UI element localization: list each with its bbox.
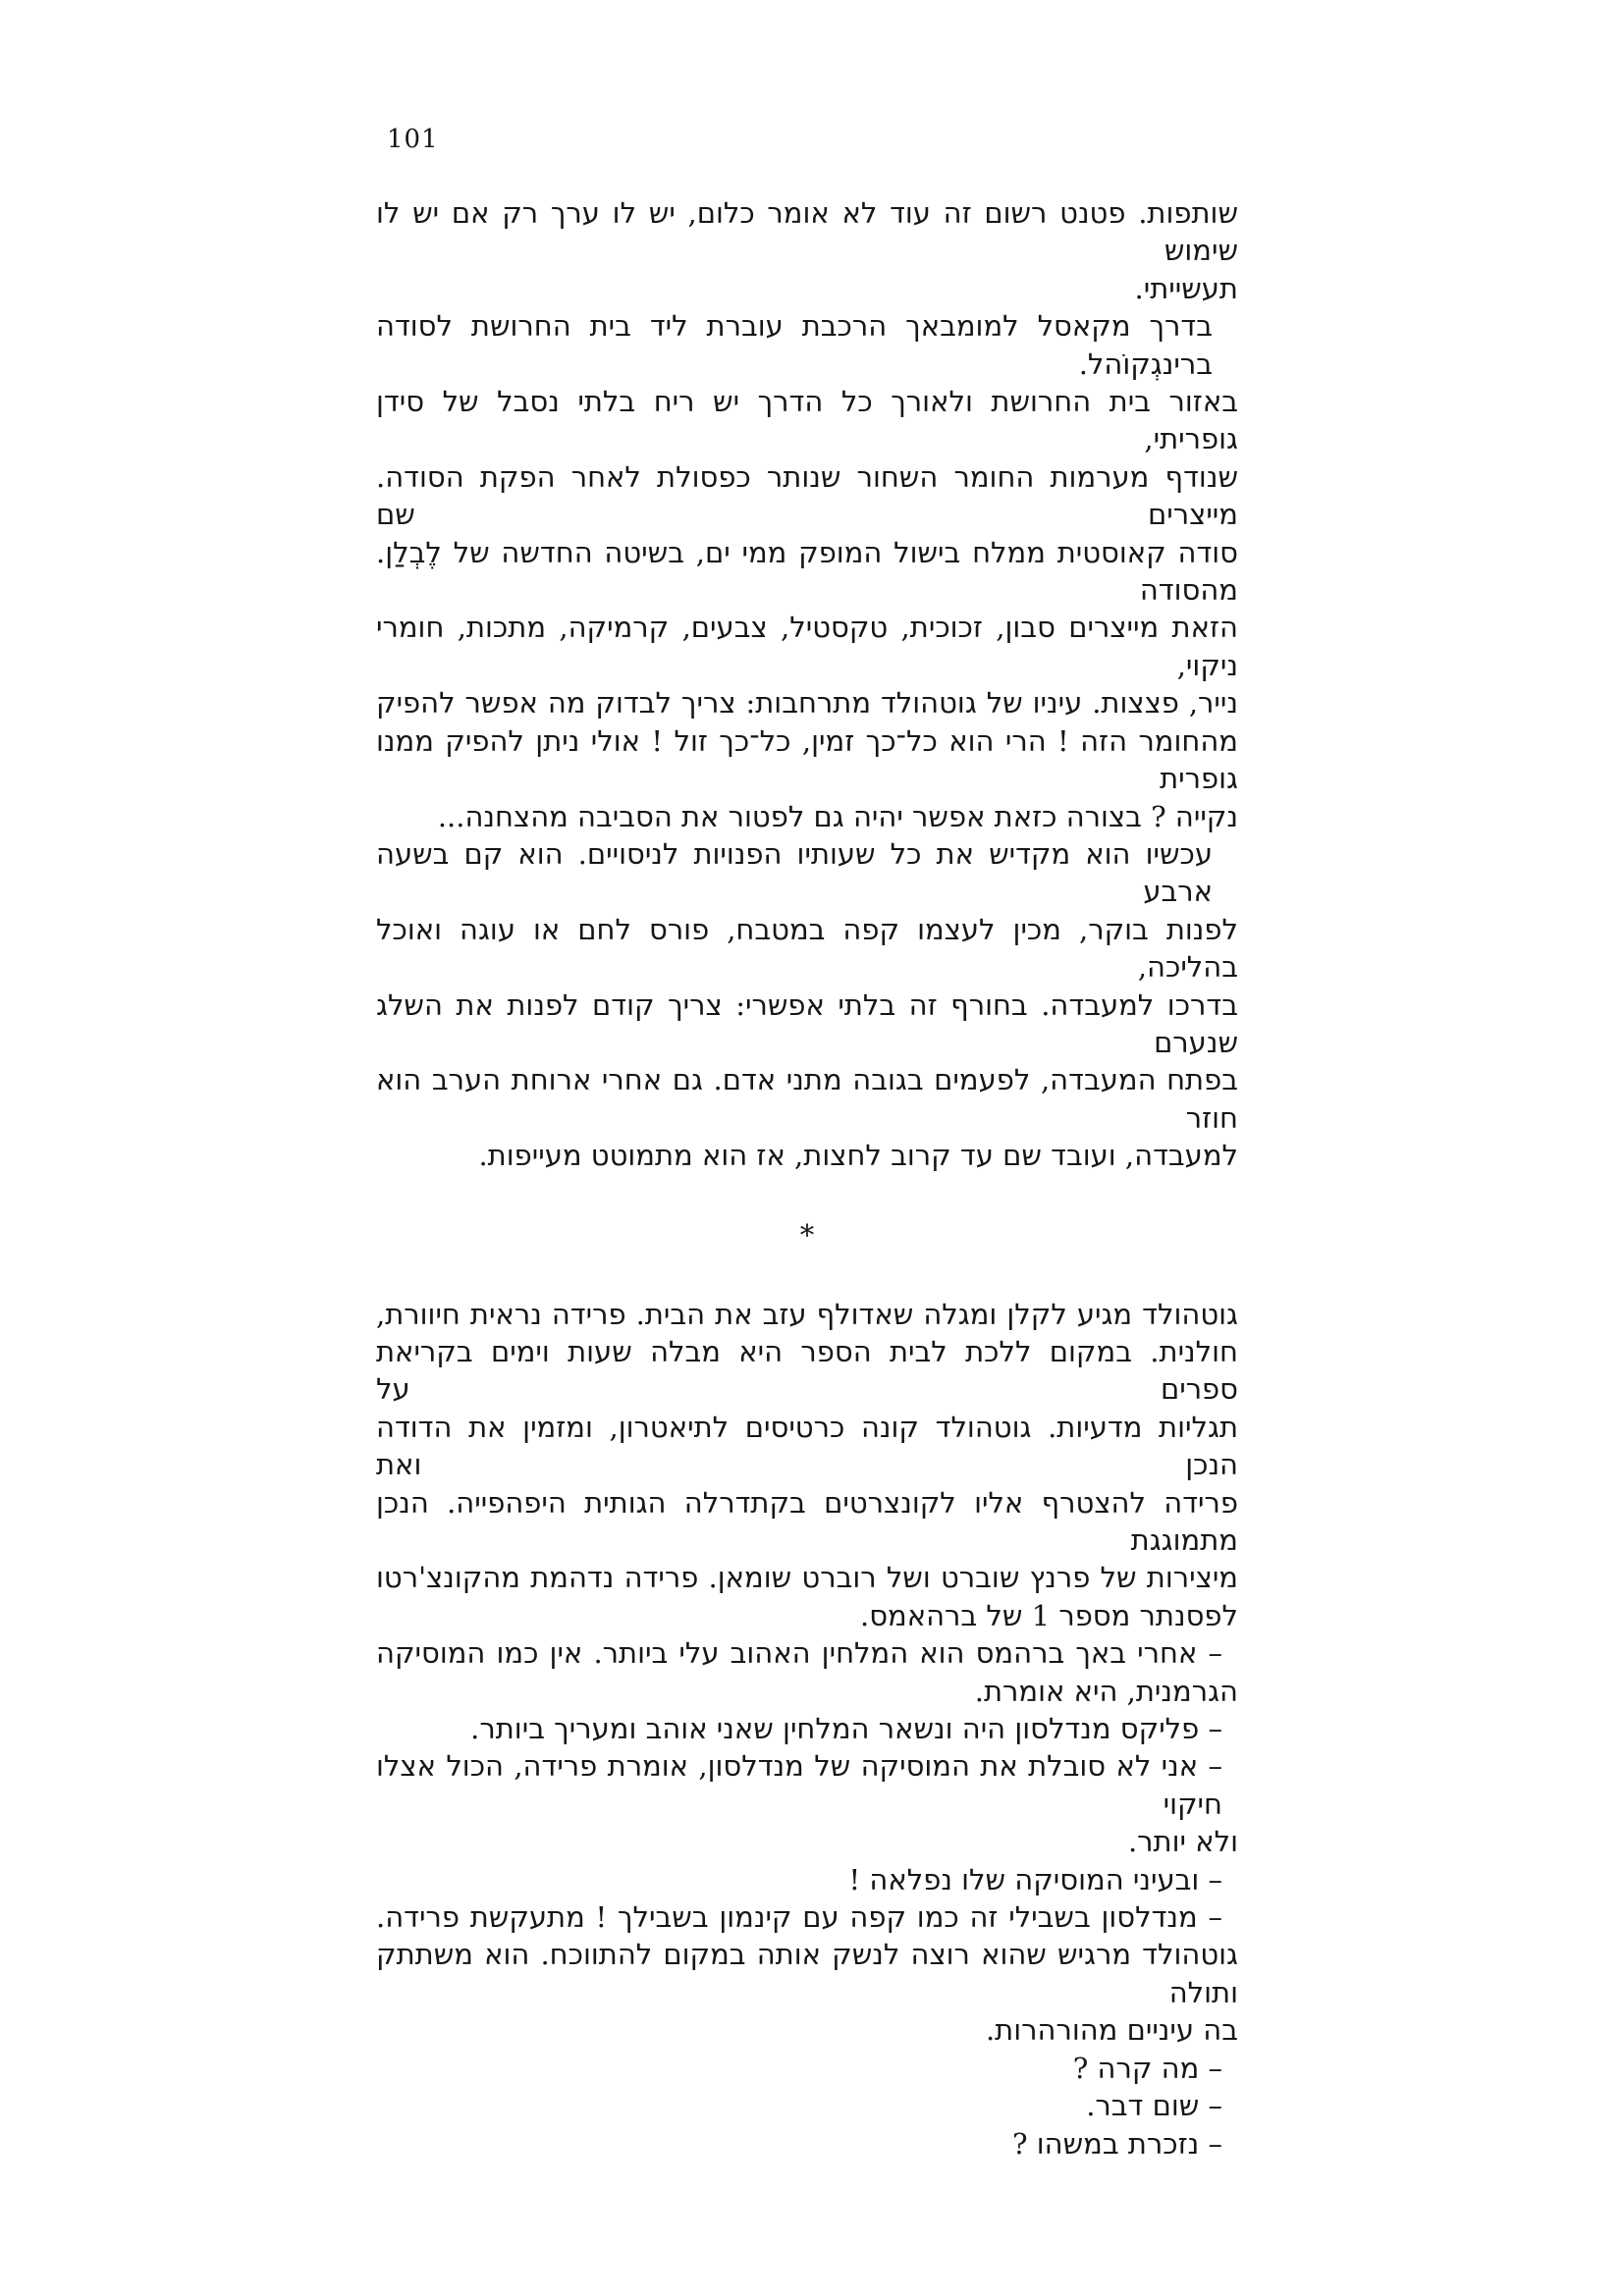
text-line: פרידה להצטרף אליו לקונצרטים בקתדרלה הגותית היפהפייה. הנכן מתמוגגת: [376, 1485, 1238, 1557]
text-line: נייר, פצצות. עיניו של גוטהולד מתרחבות: צריך לבדוק מה אפשר להפיק: [376, 686, 1238, 721]
text-line: מיצירות של פרנץ שוברט ושל רוברט שומאן. פרידה נדהמת מהקונצ'רטו: [376, 1561, 1238, 1595]
text-line: בדרכו למעבדה. בחורף זה בלתי אפשרי: צריך קודם לפנות את השלג שנערם: [376, 988, 1238, 1059]
text-line: נקייה ? בצורה כזאת אפשר יהיה גם לפטור את הסביבה מהצחנה...: [437, 799, 1238, 833]
text-line: בדרך מקאסל למומבאך הרכבת עוברת ליד בית החרושת לסודה ברינגְקוֹהל.: [376, 309, 1213, 381]
text-line: לפנות בוקר, מכין לעצמו קפה במטבח, פורס לחם או עוגה ואוכל בהליכה,: [376, 912, 1238, 985]
text-line: למעבדה, ועובד שם עד קרוב לחצות, אז הוא מתמוטט מעייפות.: [478, 1139, 1238, 1173]
dialogue-line: – מנדלסון בשבילי זה כמו קפה עם קינמון בשבילך ! מתעקשת פרידה.: [376, 1900, 1222, 1935]
text-line: הזאת מייצרים סבון, זכוכית, טקסטיל, צבעים, קרמיקה, מתכות, חומרי ניקוי,: [376, 611, 1238, 682]
dialogue-line: – שום דבר.: [1086, 2089, 1222, 2123]
section-separator: *: [799, 1217, 815, 1252]
dialogue-line: – פליקס מנדלסון היה ונשאר המלחין שאני אוהב ומעריך ביותר.: [470, 1712, 1222, 1746]
text-line: עכשיו הוא מקדיש את כל שעותיו הפנויות לניסויים. הוא קם בשעה ארבע: [376, 836, 1213, 909]
dialogue-line: – נזכרת במשהו ?: [1012, 2126, 1222, 2161]
text-line: הגרמנית, היא אומרת.: [974, 1674, 1238, 1708]
text-line: ולא יותר.: [1127, 1825, 1238, 1859]
dialogue-line: – מה קרה ?: [1072, 2051, 1222, 2085]
text-line: באזור בית החרושת ולאורך כל הדרך יש ריח בלתי נסבל של סידן גופריתי,: [376, 385, 1238, 456]
text-line: סודה קאוסטית ממלח בישול המופק ממי ים, בשיטה החדשה של לֶבְלַן. מהסודה: [376, 535, 1238, 608]
text-line: תגליות מדעיות. גוטהולד קונה כרטיסים לתיאטרון, ומזמין את הדודה הנכן ואת: [376, 1410, 1238, 1482]
text-line: בפתח המעבדה, לפעמים בגובה מתני אדם. גם אחרי ארוחת הערב הוא חוזר: [376, 1063, 1238, 1135]
page-number: 101: [387, 125, 439, 154]
text-line: תעשייתי.: [1134, 271, 1238, 305]
dialogue-line: – אני לא סובלת את המוסיקה של מנדלסון, אומרת פרידה, הכול אצלו חיקוי: [376, 1749, 1222, 1821]
dialogue-line: – ובעיני המוסיקה שלו נפלאה !: [848, 1862, 1222, 1896]
text-line: חולנית. במקום ללכת לבית הספר היא מבלה שעות וימים בקריאת ספרים על: [376, 1334, 1238, 1407]
text-line: גוטהולד מגיע לקלן ומגלה שאדולף עזב את הבית. פרידה נראית חיוורת,: [376, 1297, 1238, 1331]
text-line: גוטהולד מרגיש שהוא רוצה לנשק אותה במקום להתווכח. הוא משתתק ותולה: [376, 1938, 1238, 2009]
dialogue-line: – אחרי באך ברהמס הוא המלחין האהוב עלי ביותר. אין כמו המוסיקה: [376, 1636, 1222, 1671]
text-line: מהחומר הזה ! הרי הוא כל־כך זמין, כל־כך זול ! אולי ניתן להפיק ממנו גופרית: [376, 723, 1238, 796]
text-block: [376, 194, 1238, 2163]
text-line: שותפות. פטנט רשום זה עוד לא אומר כלום, יש לו ערך רק אם יש לו שימוש: [376, 196, 1238, 268]
text-line: בה עיניים מהורהרות.: [985, 2013, 1238, 2048]
text-line: לפסנתר מספר 1 של ברהאמס.: [859, 1598, 1238, 1632]
text-line: שנודף מערמות החומר השחור שנותר כפסולת לאחר הפקת הסודה. מייצרים שם: [376, 459, 1238, 532]
